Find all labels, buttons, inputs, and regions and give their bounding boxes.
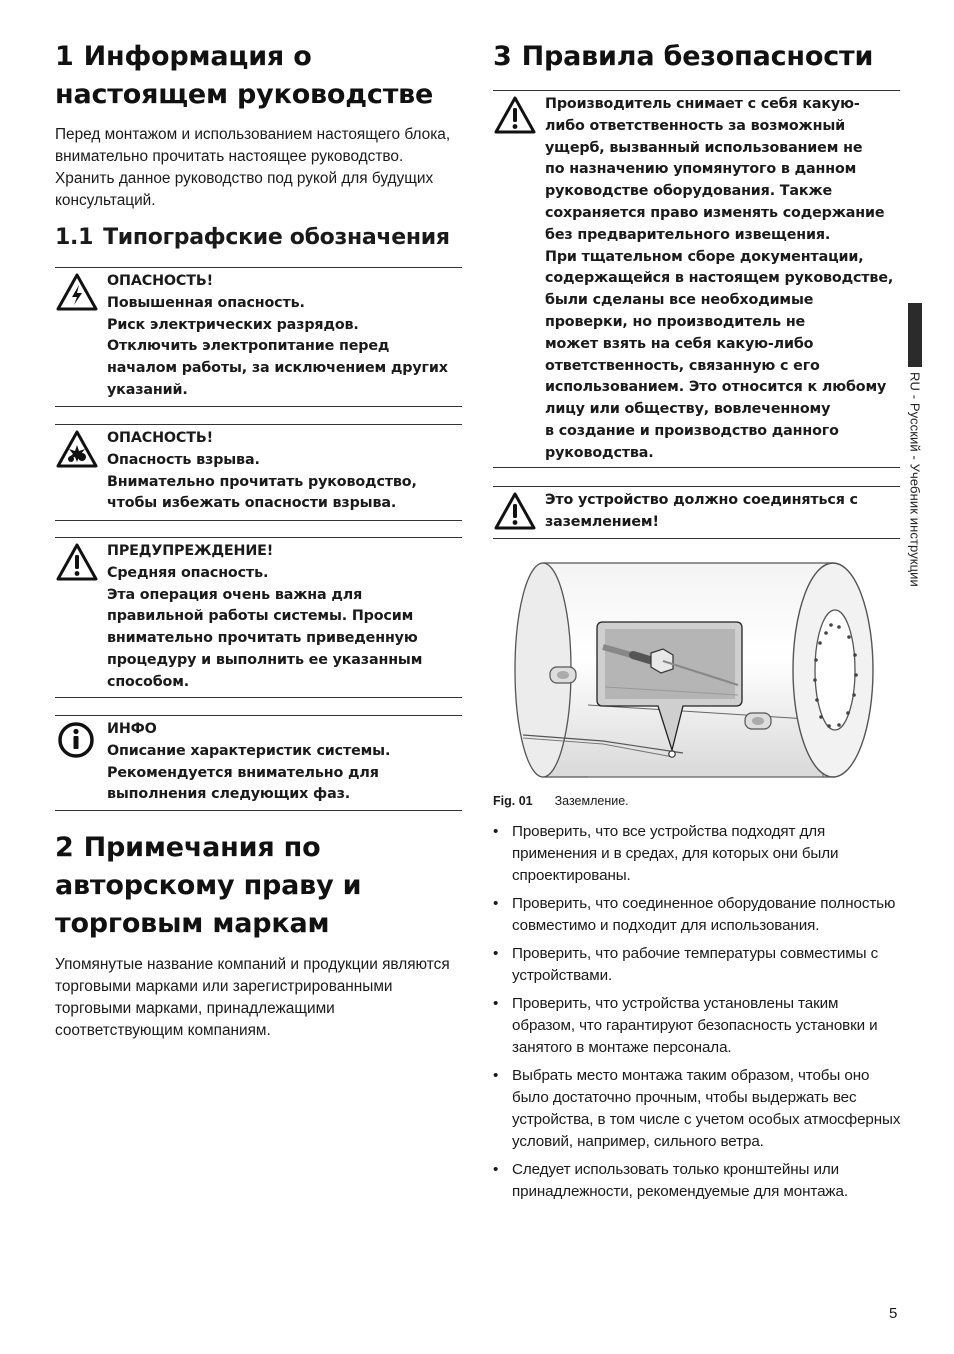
figure-label: Fig. 01 <box>493 794 533 808</box>
list-item: • Проверить, что соединенное оборудование полностью совместимо и подходит для использования. <box>493 895 896 934</box>
section-1-body: Перед монтажом и использованием настоящего блока, внимательно прочитать настоящее руководство. Хранить данное руководство под рукой для будущих консультаций. <box>55 126 451 209</box>
note-danger-electric <box>55 267 462 407</box>
section-2-body: Упомянутые название компаний и продукции являются торговыми марками или зарегистрированными торговыми марками, принадлежащими соответствующим компаниям. <box>55 956 450 1039</box>
explosion-hazard-icon <box>55 429 99 469</box>
grounding-figure <box>493 545 900 785</box>
note-warning-text: ПРЕДУПРЕЖДЕНИЕ! Средняя опасность. Эта операция очень важна для правильной работы системы. Просим внимательно прочитать приведенную процедуру и выполнить ее указанным способом. <box>107 543 423 690</box>
safety-checklist <box>493 821 903 1209</box>
note-info-text: ИНФО Описание характеристик системы. Рекомендуется внимательно для выполнения следующих фаз. <box>107 721 391 803</box>
section-3-title: 3 Правила безопасности <box>493 41 874 72</box>
boiler-illustration <box>493 545 900 785</box>
note-danger-explosion-text: ОПАСНОСТЬ! Опасность взрыва. Внимательно прочитать руководство, чтобы избежать опасности взрыва. <box>107 430 417 512</box>
note-grounding <box>493 486 900 539</box>
note-disclaimer <box>493 90 900 468</box>
figure-caption-text: Заземление. <box>554 794 629 808</box>
figure-caption <box>493 794 629 808</box>
warning-icon <box>55 542 99 582</box>
info-icon <box>57 720 101 760</box>
side-language-label: RU - Русский - Учебник инструкции <box>907 372 923 587</box>
page-number: 5 <box>889 1305 898 1322</box>
note-danger-electric-text: ОПАСНОСТЬ! Повышенная опасность. Риск электрических разрядов. Отключить электропитание перед началом работы, за исключением других указаний. <box>107 273 448 398</box>
list-item: • Следует использовать только кронштейны или принадлежности, рекомендуемые для монтажа. <box>493 1161 848 1200</box>
list-item: • Проверить, что устройства установлены таким образом, что гарантируют безопасность установки и занятого в монтаже персонала. <box>493 995 878 1056</box>
note-danger-explosion <box>55 424 462 521</box>
side-tab-marker <box>908 303 922 367</box>
section-1-title: 1 Информация о настоящем руководстве <box>55 41 434 110</box>
note-grounding-text: Это устройство должно соединяться с заземлением! <box>545 492 858 530</box>
section-2-title: 2 Примечания по авторскому праву и торговым маркам <box>55 832 362 939</box>
electric-hazard-icon <box>55 272 99 312</box>
note-warning <box>55 537 462 698</box>
note-disclaimer-text: Производитель снимает с себя какую- либо ответственность за возможный ущерб, вызванный использованием не по назначению упомянутого в данном руководстве оборудования. Также сохраняется право изменять содержание без предварительного извещения. При тщательном сборе документации, содержащейся в настоящем руководстве, были сделаны все необходимые проверки, но производитель не может взять на себя какую-либо ответственность, связанную с его использованием. Это относится к любому лицу или обществу, вовлеченному в создание и производство данного руководства. <box>545 96 894 461</box>
warning-icon <box>493 95 537 135</box>
list-item: • Выбрать место монтажа таким образом, чтобы оно было достаточно прочным, чтобы выдержать вес устройства, в том числе с учетом особых атмосферных условий, например, сильного ветра. <box>493 1067 901 1150</box>
list-item: • Проверить, что все устройства подходят для применения и в средах, для которых они были спроектированы. <box>493 823 839 884</box>
list-item: • Проверить, что рабочие температуры совместимы с устройствами. <box>493 945 879 984</box>
section-1-1-title: 1.1 Типографские обозначения <box>55 225 450 250</box>
warning-icon <box>493 491 537 531</box>
note-info <box>55 715 462 811</box>
